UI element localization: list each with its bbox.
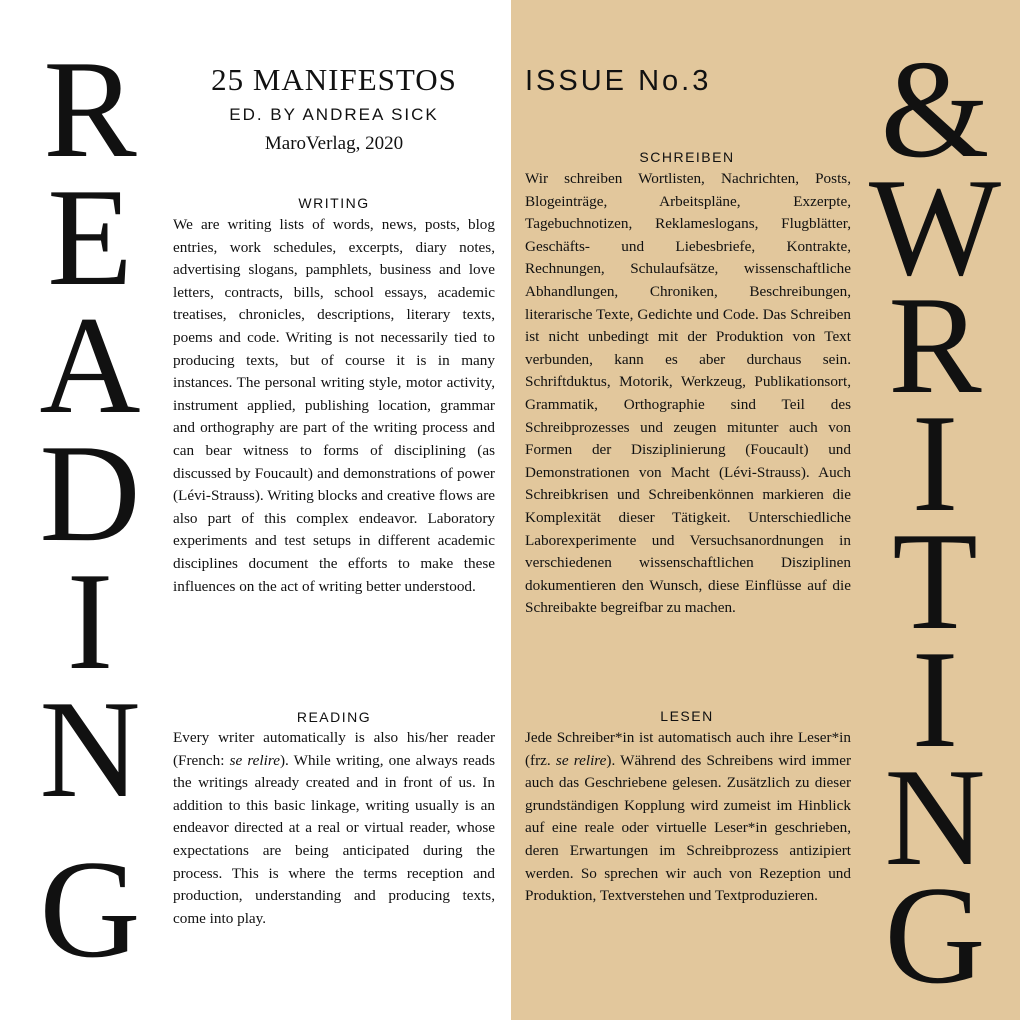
writing-paragraph: We are writing lists of words, news, posts, blog entries, work schedules, excerpts, diary notes, advertising slogans, pamphlets, business and love letters, contracts, bills, school essays, academic treatises, chronicles, descriptions, literary texts, poems and code. Writing is not necessarily tied to producing texts, but of course it is in many instances. The personal writing style, motor activity, instrument applied, publishing location, grammar and orthography are part of the writing process and can bear witness to forms of disciplining (as discussed by Foucault) and demonstrations of power (Lévi-Strauss). Writing blocks and creative flows are also part of this complex endeavor. Laboratory experiments and test setups in different academic disciplines document the efforts to make these influences on the act of writing better understood. (173, 216, 495, 595)
letter-r: R (43, 32, 137, 187)
reading-text-italic: se relire (229, 751, 280, 769)
letter-t: T (892, 504, 978, 659)
letter-i: I (911, 622, 959, 777)
lesen-text-part: ). Während des Schreibens wird immer auch das Geschriebene gelesen. Zusätzlich zu dieser grundständigen Kopplung wird zumeist im Hinblick auf eine reale oder virtuelle Leser*in geschrieben, deren Erwartungen im Schreibprozess antizipiert werden. So sprechen wir auch von Rezeption und Produktion, Textverstehen und Textproduzieren. (525, 751, 851, 905)
letter-i: I (66, 544, 114, 699)
letter-g: G (884, 858, 986, 1013)
book-title: 25 MANIFESTOS (211, 62, 457, 97)
letter-n: N (884, 740, 986, 895)
reading-text-part: Every writer automatically is also his/her reader (French: (173, 729, 495, 769)
letter-r: R (888, 268, 982, 423)
letter-e: E (47, 160, 133, 315)
schreiben-paragraph: Wir schreiben Wortlisten, Nachrichten, Posts, Blogeinträge, Arbeitspläne, Exzerpte, Tagebuchnotizen, Reklameslogans, Flugblätter, Geschäfts- und Liebesbriefe, Kontrakte, Rechnungen, Schulaufsätze, wissenschaftliche Abhandlungen, Chroniken, Beschreibungen, literarische Texte, Gedichte und Code. Das Schreiben ist nicht unbedingt mit der Produktion von Text verbunden, kann es aber durchaus sein. Schriftduktus, Motorik, Werkzeug, Publikationsort, Grammatik, Orthographie sind Teil des Schreibprozesses und zeugen mitunter auch von Formen der Disziplinierung (Foucault) und Demonstrationen von Macht (Lévi-Strauss). Auch Schreibkrisen und Schreibenkönnen markieren die Komplexität dieser Tätigkeit. Unterschiedliche Laborexperimente und Versuchsanordnungen in verschiedenen wissenschaftlichen Disziplinen dokumentieren den Wunsch, diese Einflüsse auf die Schreibakte begreifbar zu machen. (525, 170, 851, 617)
book-publisher: MaroVerlag, 2020 (264, 133, 404, 154)
writing-heading: WRITING (298, 195, 370, 211)
letter-d: D (39, 416, 141, 571)
schreiben-heading: SCHREIBEN (639, 149, 735, 165)
reading-text-part: ). While writing, one always reads the writings already created and in front of us. In addition to this basic linkage, writing usually is an endeavor directed at a real or virtual reader, whose expectations are being anticipated during the process. This is where the terms reception and production, understanding and producing texts, come into play. (173, 751, 495, 927)
letter-a: A (39, 288, 141, 443)
lesen-text-part: Jede Schreiber*in ist automatisch auch ihre Leser*in (frz. (525, 729, 851, 769)
letter-g: G (39, 832, 141, 987)
reading-heading: READING (296, 709, 372, 725)
reading-paragraph (173, 727, 495, 930)
letter-ampersand: & (880, 32, 990, 187)
letter-i: I (911, 386, 959, 541)
letter-w: W (868, 150, 1002, 305)
lesen-text-italic: se relire (555, 751, 607, 769)
letter-n: N (39, 672, 141, 827)
lesen-paragraph (525, 727, 851, 908)
book-editor: ED. BY ANDREA SICK (229, 105, 439, 124)
book-header (174, 62, 494, 156)
issue-number: ISSUE No.3 (525, 65, 712, 97)
lesen-heading: LESEN (660, 708, 714, 724)
